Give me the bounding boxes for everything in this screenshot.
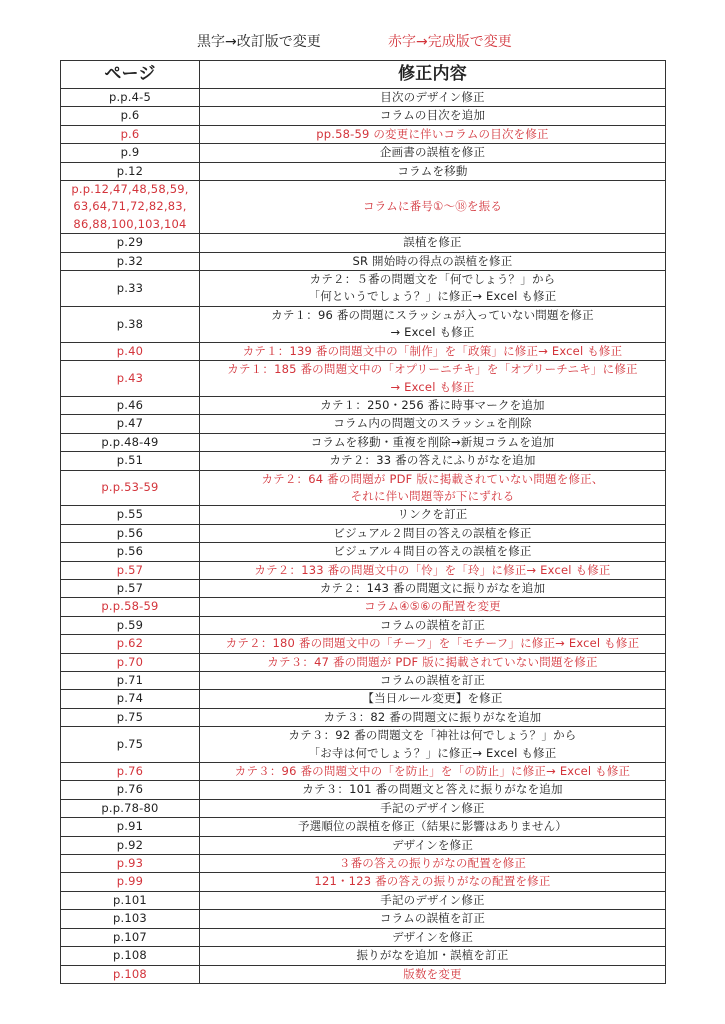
page-cell: p.55: [61, 506, 200, 524]
page-cell: p.62: [61, 635, 200, 653]
page-cell: p.p.78-80: [61, 799, 200, 817]
table-row: [61, 799, 666, 817]
content-cell: pp.58-59 の変更に伴いコラムの目次を修正: [200, 125, 666, 143]
content-cell: カテ１：250・256 番に時事マークを追加: [200, 396, 666, 414]
table-row: [61, 181, 666, 234]
table-row: [61, 452, 666, 470]
page-cell: p.6: [61, 107, 200, 125]
page-cell: p.76: [61, 781, 200, 799]
table-row: [61, 910, 666, 928]
content-cell: カテ１：96 番の問題にスラッシュが入っていない問題を修正 → Excel も修正: [200, 306, 666, 342]
content-cell: カテ２：64 番の問題が PDF 版に掲載されていない問題を修正、 それに伴い問題等が下にずれる: [200, 470, 666, 506]
content-cell: 手記のデザイン修正: [200, 799, 666, 817]
page-cell: p.101: [61, 891, 200, 909]
content-cell: コラムを移動・重複を削除→新規コラムを追加: [200, 433, 666, 451]
page-cell: p.59: [61, 616, 200, 634]
content-cell: 目次のデザイン修正: [200, 89, 666, 107]
page-cell: p.71: [61, 672, 200, 690]
page-cell: p.56: [61, 543, 200, 561]
table-row: [61, 653, 666, 671]
table-row: [61, 396, 666, 414]
table-row: [61, 561, 666, 579]
content-cell: カテ３：101 番の問題文と答えに振りがなを追加: [200, 781, 666, 799]
page-cell: p.92: [61, 836, 200, 854]
content-cell: ビジュアル２問目の答えの誤植を修正: [200, 524, 666, 542]
table-row: [61, 873, 666, 891]
table-row: [61, 947, 666, 965]
content-cell: 予選順位の誤植を修正（結果に影響はありません）: [200, 818, 666, 836]
content-cell: カテ３：92 番の問題文を「神社は何でしょう？」から 「お寺は何でしょう？」に修正→ Excel も修正: [200, 727, 666, 763]
table-row: [61, 252, 666, 270]
page-cell: p.33: [61, 271, 200, 307]
content-cell: コラムの誤植を訂正: [200, 616, 666, 634]
content-cell: カテ２：５番の問題文を「何でしょう？」から 「何というでしょう？」に修正→ Excel も修正: [200, 271, 666, 307]
table-row: [61, 781, 666, 799]
page-cell: p.107: [61, 928, 200, 946]
table-row: [61, 579, 666, 597]
content-cell: カテ３：47 番の問題が PDF 版に掲載されていない問題を修正: [200, 653, 666, 671]
page-cell: p.103: [61, 910, 200, 928]
content-cell: カテ１：185 番の問題文中の「オプリーニチキ」を「オプリーチニキ」に修正 → Excel も修正: [200, 361, 666, 397]
content-cell: 121・123 番の答えの振りがなの配置を修正: [200, 873, 666, 891]
page-cell: p.6: [61, 125, 200, 143]
legend-red-text: 赤字→完成版で変更: [388, 34, 512, 50]
content-cell: カテ２：133 番の問題文中の「怜」を「玲」に修正→ Excel も修正: [200, 561, 666, 579]
page-cell: p.108: [61, 947, 200, 965]
table-row: [61, 125, 666, 143]
page-cell: p.29: [61, 234, 200, 252]
revision-table: [60, 60, 666, 984]
page-cell: p.9: [61, 144, 200, 162]
page-cell: p.51: [61, 452, 200, 470]
page-cell: p.108: [61, 965, 200, 983]
page-cell: p.32: [61, 252, 200, 270]
table-row: [61, 928, 666, 946]
page-cell: p.46: [61, 396, 200, 414]
page-cell: p.38: [61, 306, 200, 342]
content-cell: 【当日ルール変更】を修正: [200, 690, 666, 708]
page-cell: p.12: [61, 162, 200, 180]
content-cell: リンクを訂正: [200, 506, 666, 524]
page-cell: p.47: [61, 415, 200, 433]
page-cell: p.76: [61, 763, 200, 781]
page-cell: p.p.48-49: [61, 433, 200, 451]
content-cell: 誤植を修正: [200, 234, 666, 252]
table-row: [61, 818, 666, 836]
content-cell: カテ２：143 番の問題文に振りがなを追加: [200, 579, 666, 597]
header-page: ページ: [61, 61, 200, 89]
content-cell: カテ２：33 番の答えにふりがなを追加: [200, 452, 666, 470]
content-cell: カテ２：180 番の問題文中の「チーフ」を「モチーフ」に修正→ Excel も修正: [200, 635, 666, 653]
page-cell: p.p.12,47,48,58,59, 63,64,71,72,82,83, 86,88,100,103,104: [61, 181, 200, 234]
content-cell: 手記のデザイン修正: [200, 891, 666, 909]
content-cell: コラムの誤植を訂正: [200, 672, 666, 690]
page-cell: p.43: [61, 361, 200, 397]
page-cell: p.93: [61, 855, 200, 873]
page-cell: p.74: [61, 690, 200, 708]
page-cell: p.57: [61, 579, 200, 597]
table-row: [61, 598, 666, 616]
table-row: [61, 727, 666, 763]
content-cell: ビジュアル４問目の答えの誤植を修正: [200, 543, 666, 561]
table-row: [61, 234, 666, 252]
table-row: [61, 433, 666, 451]
content-cell: デザインを修正: [200, 836, 666, 854]
table-row: [61, 506, 666, 524]
content-cell: 振りがなを追加・誤植を訂正: [200, 947, 666, 965]
table-row: [61, 162, 666, 180]
table-row: [61, 672, 666, 690]
content-cell: コラムを移動: [200, 162, 666, 180]
header-content: 修正内容: [200, 61, 666, 89]
content-cell: カテ３：82 番の問題文に振りがなを追加: [200, 708, 666, 726]
content-cell: 版数を変更: [200, 965, 666, 983]
content-cell: 企画書の誤植を修正: [200, 144, 666, 162]
table-row: [61, 855, 666, 873]
table-row: [61, 763, 666, 781]
page-cell: p.p.53-59: [61, 470, 200, 506]
page-cell: p.40: [61, 342, 200, 360]
table-row: [61, 524, 666, 542]
page-cell: p.57: [61, 561, 200, 579]
table-row: [61, 361, 666, 397]
page-cell: p.70: [61, 653, 200, 671]
page-cell: p.99: [61, 873, 200, 891]
page-cell: p.56: [61, 524, 200, 542]
content-cell: SR 開始時の得点の誤植を修正: [200, 252, 666, 270]
content-cell: ３番の答えの振りがなの配置を修正: [200, 855, 666, 873]
table-row: [61, 306, 666, 342]
legend-black-text: 黒字→改訂版で変更: [197, 34, 321, 50]
content-cell: コラムの誤植を訂正: [200, 910, 666, 928]
table-row: [61, 891, 666, 909]
page-cell: p.75: [61, 708, 200, 726]
page-cell: p.75: [61, 727, 200, 763]
table-row: [61, 107, 666, 125]
content-cell: コラムの目次を追加: [200, 107, 666, 125]
table-row: [61, 690, 666, 708]
table-row: [61, 836, 666, 854]
page-cell: p.p.58-59: [61, 598, 200, 616]
page-cell: p.p.4-5: [61, 89, 200, 107]
table-header-row: [61, 61, 666, 89]
content-cell: コラム④⑤⑥の配置を変更: [200, 598, 666, 616]
content-cell: デザインを修正: [200, 928, 666, 946]
content-cell: コラム内の問題文のスラッシュを削除: [200, 415, 666, 433]
table-row: [61, 415, 666, 433]
table-row: [61, 271, 666, 307]
content-cell: カテ３：96 番の問題文中の「を防止」を「の防止」に修正→ Excel も修正: [200, 763, 666, 781]
page-cell: p.91: [61, 818, 200, 836]
table-row: [61, 89, 666, 107]
table-row: [61, 543, 666, 561]
content-cell: カテ１：139 番の問題文中の「制作」を「政策」に修正→ Excel も修正: [200, 342, 666, 360]
table-row: [61, 708, 666, 726]
table-row: [61, 965, 666, 983]
table-row: [61, 635, 666, 653]
table-row: [61, 470, 666, 506]
table-row: [61, 616, 666, 634]
table-row: [61, 144, 666, 162]
table-row: [61, 342, 666, 360]
content-cell: コラムに番号①～⑱を振る: [200, 181, 666, 234]
